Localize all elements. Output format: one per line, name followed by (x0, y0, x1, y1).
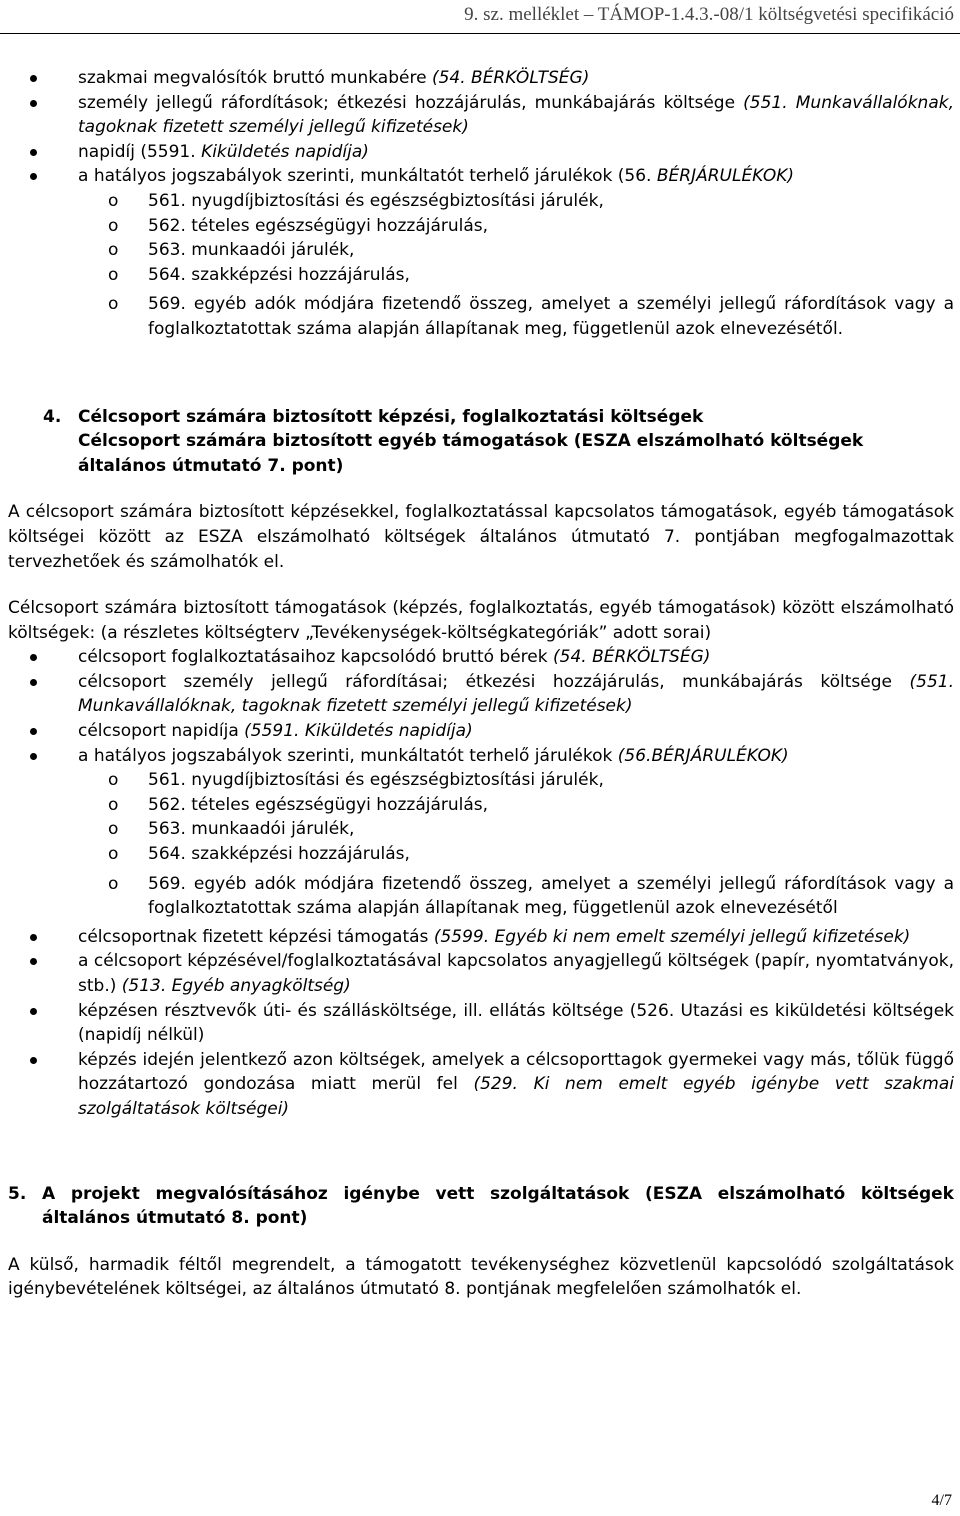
list-item: képzés idején jelentkező azon költségek, amelyek a célcsoporttagok gyermekei vagy más, tőlük függő hozzátartozó gondozása miatt merül fel (529. Ki nem emelt egyéb igénybe vett szakmai szolgáltatások költségei) (8, 1048, 954, 1122)
section-4-heading: 4. Célcsoport számára biztosított képzési, foglalkoztatási költségek Célcsoport számára biztosított egyéb támogatások (ESZA elszámolható költségek általános útmutató 7. pont) (43, 406, 864, 476)
contribution-sublist-1 (8, 189, 954, 342)
list-item: o 564. szakképzési hozzájárulás, (8, 842, 954, 867)
document-body (8, 66, 954, 1302)
list-item: o 563. munkaadói járulék, (8, 238, 954, 263)
list-item: napidíj (5591. Kiküldetés napidíja) (8, 140, 954, 165)
list-item: o 562. tételes egészségügyi hozzájárulás, (8, 214, 954, 239)
section-5-heading: 5. A projekt megvalósításához igénybe vett szolgáltatások (ESZA elszámolható költségek általános útmutató 8. pont) (8, 1183, 954, 1229)
list-item: o 561. nyugdíjbiztosítási és egészségbiztosítási járulék, (8, 189, 954, 214)
list-item: célcsoportnak fizetett képzési támogatás (5599. Egyéb ki nem emelt személyi jellegű kifizetések) (8, 925, 954, 950)
list-item: o 569. egyéb adók módjára fizetendő összeg, amelyet a személyi jellegű ráfordítások vagy a foglalkoztatottak száma alapján állapítanak meg, függetlenül azok elnevezésétől. (8, 292, 954, 341)
cost-list-2 (8, 645, 954, 768)
list-item: o 563. munkaadói járulék, (8, 817, 954, 842)
header-divider (0, 33, 960, 34)
list-item: képzésen résztvevők úti- és szállásköltsége, ill. ellátás költsége (526. Utazási es kiküldetési költségek (napidíj nélkül) (8, 999, 954, 1048)
contribution-sublist-2 (8, 768, 954, 921)
page-header: 9. sz. melléklet – TÁMOP-1.4.3.-08/1 költségvetési specifikáció (464, 4, 954, 25)
list-item: a hatályos jogszabályok szerinti, munkáltatót terhelő járulékok (56.BÉRJÁRULÉKOK) (8, 744, 954, 769)
list-item: a célcsoport képzésével/foglalkoztatásával kapcsolatos anyagjellegű költségek (papír, nyomtatványok, stb.) (513. Egyéb anyagköltség) (8, 949, 954, 998)
cost-list-3 (8, 925, 954, 1122)
section-4-paragraph: A célcsoport számára biztosított képzésekkel, foglalkoztatással kapcsolatos támogatások, egyéb támogatások költségei között az ESZA elszámolható költségek általános útmutató 7. pontjában megfogalmazottak tervezhetőek és számolhatók el. (8, 502, 954, 572)
list-item: személy jellegű ráfordítások; étkezési hozzájárulás, munkábajárás költsége (551. Munkavállalóknak, tagoknak fizetett személyi jellegű kifizetések) (8, 91, 954, 140)
list-item: o 569. egyéb adók módjára fizetendő összeg, amelyet a személyi jellegű ráfordítások vagy a foglalkoztatottak száma alapján állapítanak meg, függetlenül azok elnevezésétől (8, 872, 954, 921)
list-item: célcsoport napidíja (5591. Kiküldetés napidíja) (8, 719, 954, 744)
list-item: o 562. tételes egészségügyi hozzájárulás, (8, 793, 954, 818)
cost-list-1 (8, 66, 954, 189)
list-item: o 561. nyugdíjbiztosítási és egészségbiztosítási járulék, (8, 768, 954, 793)
list-item: a hatályos jogszabályok szerinti, munkáltatót terhelő járulékok (56. BÉRJÁRULÉKOK) (8, 164, 954, 189)
list-item: o 564. szakképzési hozzájárulás, (8, 263, 954, 288)
section-4-paragraph: Célcsoport számára biztosított támogatások (képzés, foglalkoztatás, egyéb támogatások) között elszámolható költségek: (a részletes költségterv „Tevékenységek-költségkategóriák” adott sorai) (8, 598, 954, 643)
page-number: 4/7 (931, 1492, 952, 1509)
list-item: célcsoport foglalkoztatásaihoz kapcsolódó bruttó bérek (54. BÉRKÖLTSÉG) (8, 645, 954, 670)
list-item: célcsoport személy jellegű ráfordításai; étkezési hozzájárulás, munkábajárás költsége (551. Munkavállalóknak, tagoknak fizetett személyi jellegű kifizetések) (8, 670, 954, 719)
list-item: szakmai megvalósítók bruttó munkabére (54. BÉRKÖLTSÉG) (8, 66, 954, 91)
section-5-paragraph: A külső, harmadik féltől megrendelt, a támogatott tevékenységhez közvetlenül kapcsolódó szolgáltatások igénybevételének költségei, az általános útmutató 8. pontjának megfelelően számolhatók el. (8, 1254, 954, 1300)
